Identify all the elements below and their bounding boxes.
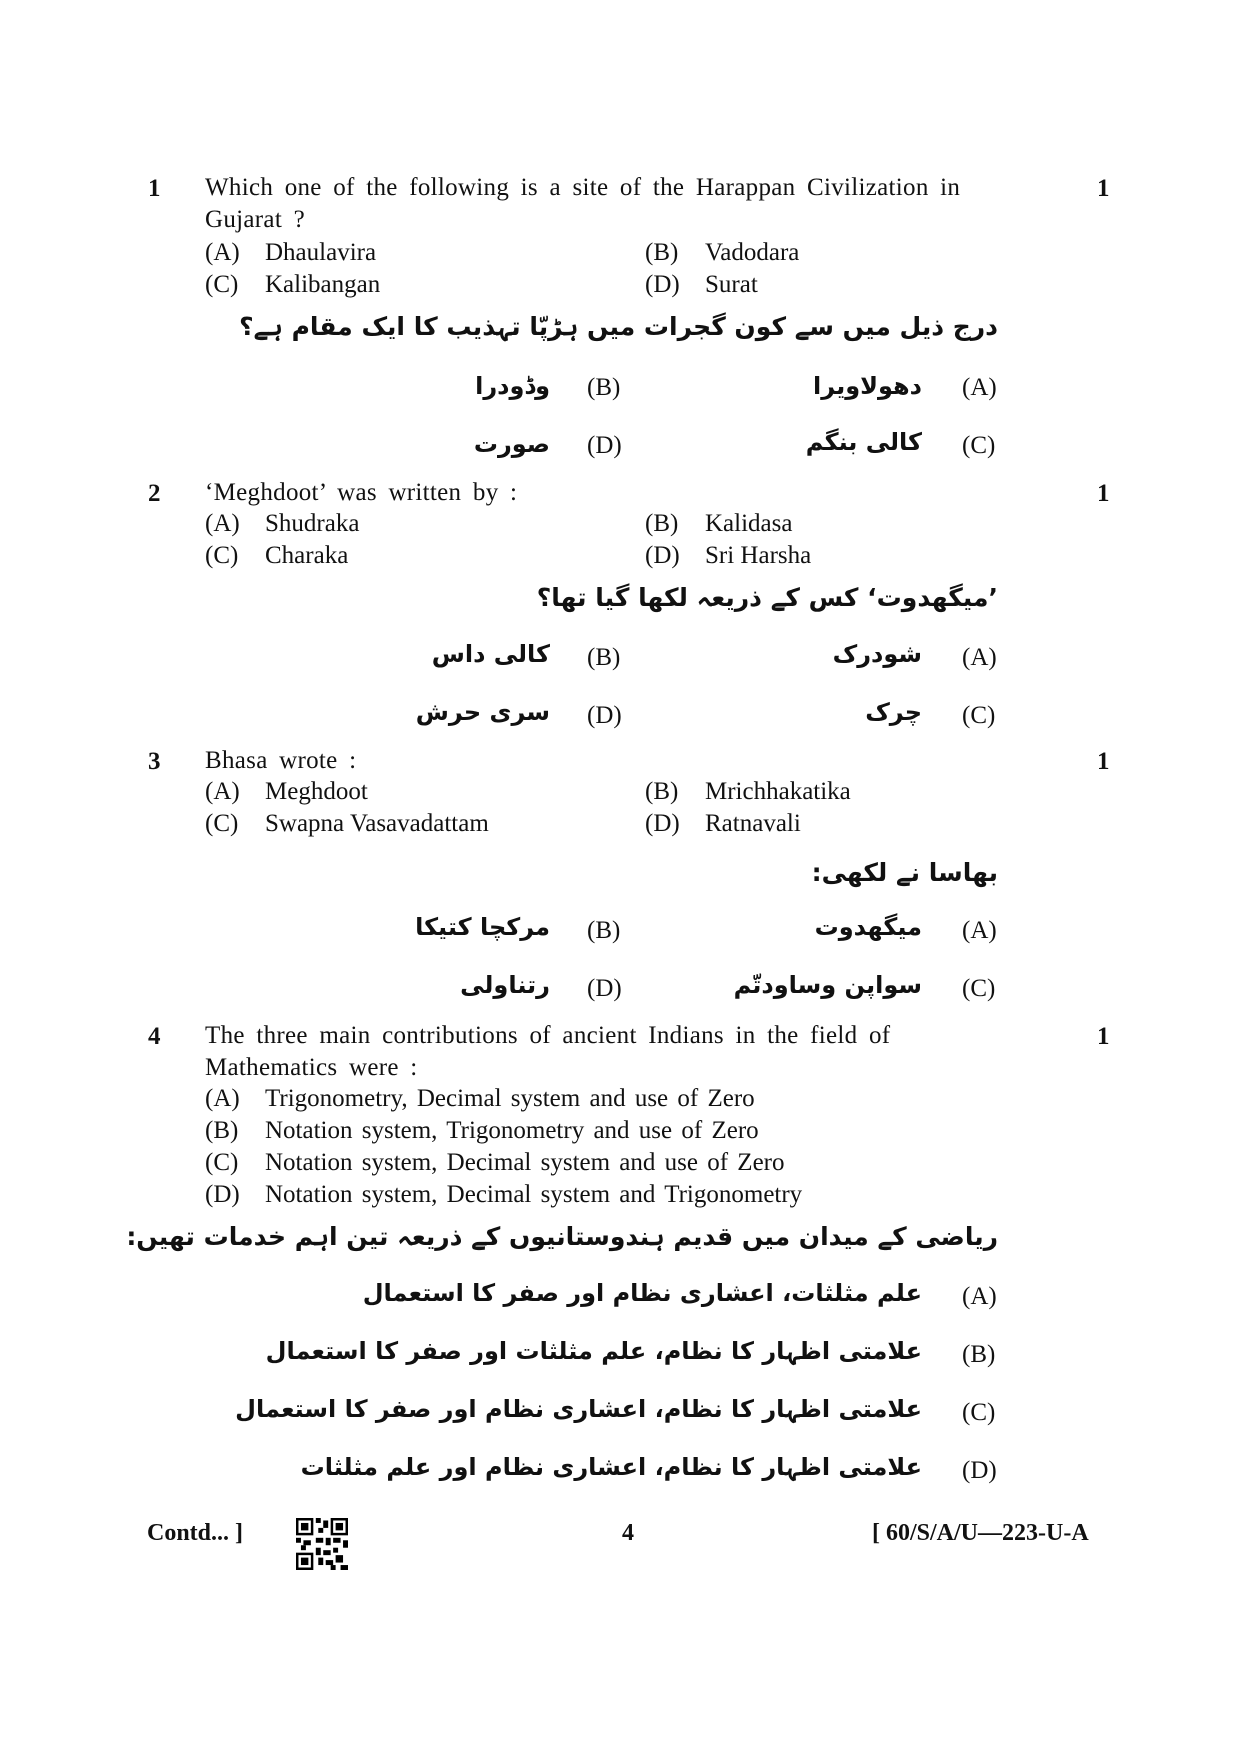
q4-option-c: (C) Notation system, Decimal system and use of Zero: [205, 1149, 785, 1176]
q2-urdu-option-b: کالی داس: [431, 640, 550, 668]
q1-option-d: (D) Surat: [645, 271, 758, 298]
question-1-line-1: Which one of the following is a site of the Harappan Civilization in: [205, 174, 961, 201]
q1-urdu-label-a: (A): [962, 374, 997, 401]
q4-urdu-option-d: علامتی اظہار کا نظام، اعشاری نظام اور علم مثلثات: [300, 1453, 922, 1481]
q1-urdu-option-d: صورت: [473, 430, 550, 458]
q3-urdu-question: بھاسا نے لکھی:: [811, 858, 998, 887]
q1-option-a: (A) Dhaulavira: [205, 239, 377, 266]
question-4-marks: 1: [1097, 1023, 1110, 1050]
q4-urdu-label-a: (A): [962, 1283, 997, 1310]
footer-contd: Contd... ]: [147, 1520, 244, 1546]
q2-urdu-question: ’میگھدوت‘ کس کے ذریعہ لکھا گیا تھا؟: [536, 583, 998, 612]
q4-urdu-option-c: علامتی اظہار کا نظام، اعشاری نظام اور صفر کا استعمال: [235, 1395, 922, 1423]
question-4-text: [205, 1020, 890, 1084]
q2-urdu-label-c: (C): [962, 702, 996, 729]
q1-urdu-option-b: وڈودرا: [475, 372, 550, 400]
q2-option-b: (B) Kalidasa: [645, 510, 793, 537]
q4-urdu-label-c: (C): [962, 1399, 996, 1426]
q3-option-b: (B) Mrichhakatika: [645, 778, 851, 805]
question-4-line-2: Mathematics were :: [205, 1054, 418, 1081]
question-3-number: 3: [148, 748, 161, 775]
q4-option-d: (D) Notation system, Decimal system and Trigonometry: [205, 1181, 803, 1208]
q3-urdu-label-a: (A): [962, 917, 997, 944]
q4-urdu-label-b: (B): [962, 1341, 996, 1368]
q4-urdu-question: ریاضی کے میدان میں قدیم ہندوستانیوں کے ذریعہ تین اہم خدمات تھیں:: [126, 1222, 998, 1251]
q2-option-d: (D) Sri Harsha: [645, 542, 812, 569]
q3-urdu-option-b: مرکچا کتیکا: [415, 913, 550, 941]
question-1-line-2: Gujarat ?: [205, 206, 306, 233]
q4-urdu-option-b: علامتی اظہار کا نظام، علم مثلثات اور صفر کا استعمال: [265, 1337, 922, 1365]
q1-option-b: (B) Vadodara: [645, 239, 800, 266]
q4-urdu-label-d: (D): [962, 1457, 997, 1484]
question-1-marks: 1: [1097, 175, 1110, 202]
question-3-marks: 1: [1097, 748, 1110, 775]
qr-code-icon: [296, 1518, 348, 1570]
q2-option-c: (C) Charaka: [205, 542, 349, 569]
question-1-text: [205, 172, 960, 236]
footer-paper-code: [ 60/S/A/U—223-U-A: [872, 1520, 1089, 1546]
q3-option-a: (A) Meghdoot: [205, 778, 368, 805]
q2-urdu-option-d: سری حرش: [415, 698, 550, 726]
q2-urdu-label-a: (A): [962, 644, 997, 671]
q1-option-c: (C) Kalibangan: [205, 271, 381, 298]
question-1-number: 1: [148, 175, 161, 202]
q1-urdu-label-d: (D): [587, 432, 622, 459]
q2-urdu-label-d: (D): [587, 702, 622, 729]
question-4-line-1: The three main contributions of ancient Indians in the field of: [205, 1022, 891, 1049]
q1-urdu-label-c: (C): [962, 432, 996, 459]
q1-urdu-option-c: کالی بنگم: [805, 428, 922, 456]
question-2-marks: 1: [1097, 480, 1110, 507]
question-4-number: 4: [148, 1023, 161, 1050]
q2-option-a: (A) Shudraka: [205, 510, 360, 537]
q3-urdu-option-c: سواپن وساودتّم: [733, 971, 922, 999]
q1-urdu-option-a: دھولاویرا: [813, 372, 922, 400]
question-3-text: Bhasa wrote :: [205, 747, 357, 774]
q3-urdu-option-a: میگھدوت: [814, 913, 922, 941]
q3-option-d: (D) Ratnavali: [645, 810, 801, 837]
q1-urdu-label-b: (B): [587, 374, 621, 401]
question-2-text: ‘Meghdoot’ was written by :: [205, 479, 518, 506]
q3-urdu-label-b: (B): [587, 917, 621, 944]
q4-urdu-option-a: علم مثلثات، اعشاری نظام اور صفر کا استعمال: [362, 1279, 922, 1307]
q3-urdu-option-d: رتناولی: [460, 971, 550, 999]
q2-urdu-option-c: چرک: [865, 698, 922, 726]
q3-urdu-label-d: (D): [587, 975, 622, 1002]
q2-urdu-label-b: (B): [587, 644, 621, 671]
q3-urdu-label-c: (C): [962, 975, 996, 1002]
q3-option-c: (C) Swapna Vasavadattam: [205, 810, 489, 837]
footer-page-number: 4: [622, 1520, 634, 1546]
q1-urdu-question: درج ذیل میں سے کون گجرات میں ہڑپّا تہذیب کا ایک مقام ہے؟: [239, 312, 998, 341]
q4-option-a: (A) Trigonometry, Decimal system and use of Zero: [205, 1085, 755, 1112]
q2-urdu-option-a: شودرک: [832, 640, 922, 668]
question-2-number: 2: [148, 480, 161, 507]
q4-option-b: (B) Notation system, Trigonometry and use of Zero: [205, 1117, 759, 1144]
